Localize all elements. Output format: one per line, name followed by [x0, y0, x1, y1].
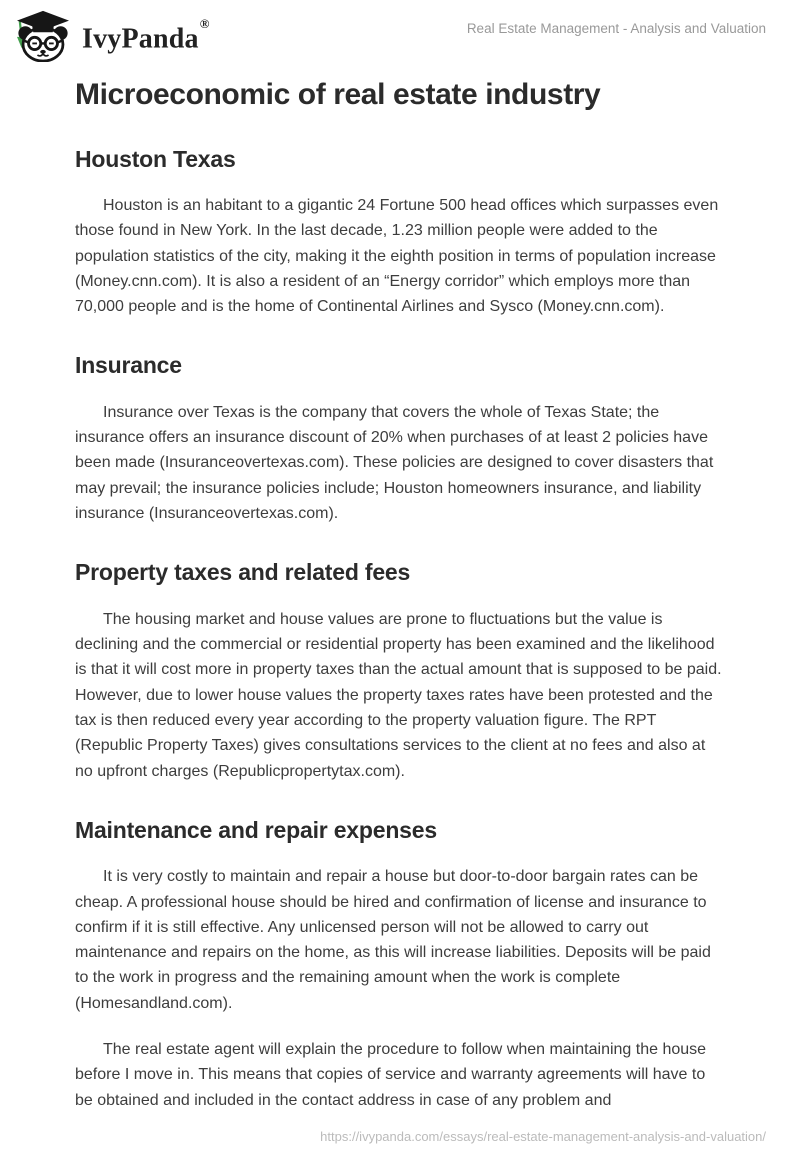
- page-footer: [320, 1129, 766, 1144]
- paragraph: It is very costly to maintain and repair a house but door-to-door bargain rates can be cheap. A professional house should be hired and confirmation of license and insurance to confirm if it is still effective. Any unlicensed person will not be allowed to carry out maintenance and repairs on the home, as this will increase liabilities. Deposits will be paid to the work in progress and the remaining amount when the work is complete (Homesandland.com).: [75, 868, 711, 1012]
- section-heading: Property taxes and related fees: [75, 559, 411, 586]
- document-title: Real Estate Management - Analysis and Valuation: [466, 21, 766, 36]
- section-insurance: [75, 352, 725, 526]
- brand-name: IvyPanda®: [82, 16, 210, 55]
- section-heading: Houston Texas: [75, 145, 236, 172]
- section-maintenance-repair: [75, 817, 725, 1113]
- paragraph: Houston is an habitant to a gigantic 24 Fortune 500 head offices which surpasses even those found in New York. In the last decade, 1.23 million people were added to the population statistics of the city, making it the eighth position in terms of population increase (Money.cnn.com). It is also a resident of an “Energy corridor” which employs more than 70,000 people and is the home of Continental Airlines and Sysco (Money.cnn.com).: [75, 196, 719, 316]
- ivypanda-panda-logo-icon: [13, 10, 73, 62]
- section-houston-texas: [75, 146, 725, 320]
- registered-trademark: ®: [199, 16, 210, 31]
- essay-content: [0, 78, 800, 1113]
- paragraph: The real estate agent will explain the procedure to follow when maintaining the house before I move in. This means that copies of service and warranty agreements will have to be obtained and included in the contact address in case of any problem and: [75, 1041, 707, 1109]
- page-header: [0, 0, 800, 62]
- brand: [13, 7, 209, 65]
- section-heading: Insurance: [75, 352, 182, 379]
- section-heading: Maintenance and repair expenses: [75, 816, 437, 843]
- paragraph: The housing market and house values are prone to fluctuations but the value is declining and the commercial or residential property has been examined and the likelihood is that it will cost more in property taxes than the actual amount that is supposed to be paid. However, due to lower house values the property taxes rates have been protested and the tax is then reduced every year according to the property valuation figure. The RPT (Republic Property Taxes) gives consultations services to the client at no fees and also at no upfront charges (Republicpropertytax.com).: [75, 610, 722, 780]
- source-url: https://ivypanda.com/essays/real-estate-management-analysis-and-valuation/: [320, 1129, 766, 1144]
- page-title: Microeconomic of real estate industry: [75, 78, 601, 111]
- paragraph: Insurance over Texas is the company that covers the whole of Texas State; the insurance offers an insurance discount of 20% when purchases of at least 2 policies have been made (Insuranceovertexas.com). These policies are designed to cover disasters that may prevail; the insurance policies include; Houston homeowners insurance, and liability insurance (Insuranceovertexas.com).: [75, 403, 714, 523]
- section-property-taxes: [75, 559, 725, 784]
